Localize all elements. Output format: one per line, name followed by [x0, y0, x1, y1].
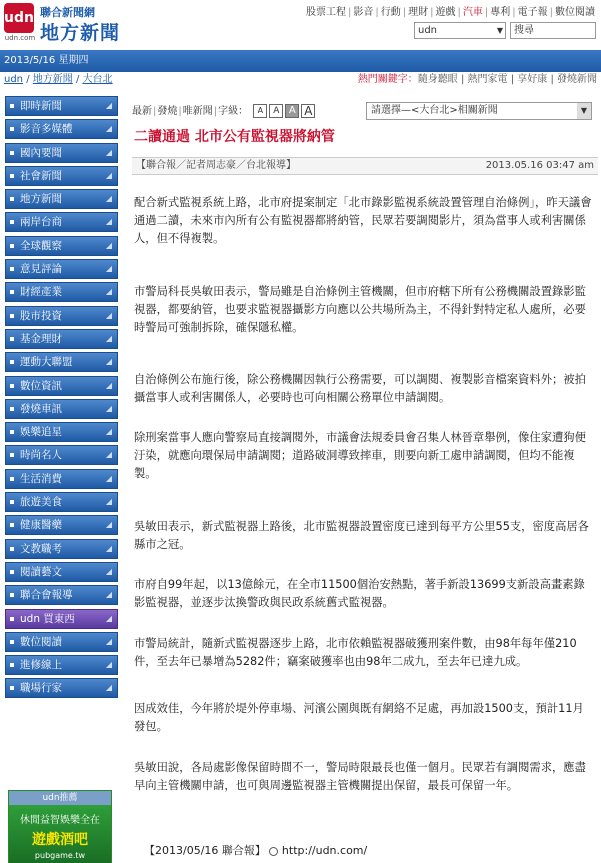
sidebar-item-label: 閱讀藝文 [20, 565, 62, 578]
article-paragraph: 吳敏田表示，新式監視器上路後，北市監視器設置密度已達到每平方公里55支，密度高居各縣市之冠。 [134, 520, 589, 551]
sidebar-item[interactable] [5, 422, 118, 442]
search-scope-select[interactable]: udn ▼ [414, 22, 506, 39]
sidebar-item-label: 聯合會報導 [20, 589, 73, 602]
promo-url: pubgame.tw [34, 851, 86, 860]
nav-separator: | [549, 7, 553, 18]
breadcrumb: udn / 地方新聞 / 大台北 [4, 74, 113, 85]
bullet-icon [10, 337, 14, 341]
top-nav-item[interactable]: 專利 [490, 7, 511, 18]
article-toolbar: 最新|發燒|唯新聞|字級： A A A A [132, 102, 315, 122]
sidebar-item-label: 兩岸台商 [20, 216, 62, 229]
hot-keywords-links[interactable]: 隨身聽眼 | 熱門家電 | 享好康 | 發燒新聞 [417, 74, 597, 85]
font-size-l-button[interactable]: A [301, 104, 315, 118]
sidebar-item[interactable] [5, 212, 118, 232]
sidebar-item[interactable] [5, 189, 118, 209]
article-paragraph: 市警局科長吳敏田表示，警局雖是自治條例主管機關，但市府轄下所有公務機關設置錄影監視器，都要納管，也要求監視器攝影方向應以公共場所為主，不得針對特定私人處所，必要時警局可強制拆除，確保隱私權。 [134, 285, 586, 334]
font-size-s-button[interactable]: A [269, 104, 283, 118]
article-date: 2013.05.16 03:47 am [485, 160, 594, 171]
promo-body [9, 805, 111, 863]
corner-arrow-icon: ◢ [105, 124, 112, 134]
corner-arrow-icon: ◢ [105, 636, 112, 646]
sidebar-item[interactable] [5, 632, 118, 652]
corner-arrow-icon: ◢ [105, 310, 112, 320]
bullet-icon [10, 127, 14, 131]
breadcrumb-bar [0, 72, 601, 88]
corner-arrow-icon: ◢ [105, 520, 112, 530]
top-nav-item[interactable]: 數位閱讀 [555, 7, 595, 18]
sidebar-nav [5, 96, 118, 702]
bullet-icon [10, 104, 14, 108]
font-size-xs-button[interactable]: A [253, 104, 267, 118]
bullet-icon [10, 314, 14, 318]
sidebar-item[interactable] [5, 655, 118, 675]
corner-arrow-icon: ◢ [105, 660, 112, 670]
top-nav-item[interactable]: 遊戲 [435, 7, 456, 18]
sidebar-item-label: 股市投資 [20, 309, 62, 322]
breadcrumb-taipei[interactable]: 大台北 [82, 74, 113, 85]
sidebar-item-label: 基金理財 [20, 332, 62, 345]
sidebar-item[interactable] [5, 376, 118, 396]
source-link[interactable]: http://udn.com/ [281, 844, 368, 857]
article-paragraph: 吳敏田說，各局處影像保留時間不一，警局時限最長也僅一個月。民眾若有調閱需求，應盡早向主管機關申請，也可與周邊監視器主管機關提出保留，最長可保留一年。 [134, 761, 586, 792]
corner-arrow-icon: ◢ [105, 240, 112, 250]
corner-arrow-icon: ◢ [105, 683, 112, 693]
corner-arrow-icon: ◢ [105, 101, 112, 110]
corner-arrow-icon: ◢ [105, 450, 112, 460]
top-nav-item[interactable]: 汽車 [462, 7, 483, 18]
site-header [0, 0, 601, 46]
sidebar-item-label: 發燒車訊 [20, 402, 62, 415]
corner-arrow-icon: ◢ [105, 473, 112, 483]
sidebar-item[interactable] [5, 609, 118, 629]
top-nav-item[interactable]: 理財 [408, 7, 429, 18]
sidebar-item[interactable] [5, 585, 118, 605]
bullet-icon [10, 174, 14, 178]
corner-arrow-icon: ◢ [105, 333, 112, 343]
sidebar-item[interactable] [5, 96, 118, 116]
globe-icon [269, 847, 278, 856]
sidebar-item-label: 娛樂追星 [20, 426, 62, 439]
corner-arrow-icon: ◢ [105, 403, 112, 413]
nav-separator: | [484, 7, 489, 18]
corner-arrow-icon: ◢ [105, 194, 112, 204]
sidebar-item[interactable] [5, 562, 118, 582]
sidebar-item[interactable] [5, 539, 118, 559]
sidebar-item-label: 數位閱讀 [20, 635, 62, 648]
hot-keywords [358, 72, 597, 88]
sidebar-item-label: 即時新聞 [20, 100, 62, 112]
top-nav-item[interactable]: 電子報 [517, 7, 548, 18]
sidebar-item-label: 健康醫藥 [20, 519, 62, 532]
bullet-icon [10, 547, 14, 551]
breadcrumb-udn[interactable]: udn [4, 74, 24, 85]
chevron-down-icon: ▼ [496, 26, 503, 35]
sidebar-item[interactable] [5, 445, 118, 465]
article-paragraph: 除刑案當事人應向警察局直接調閱外，市議會法規委員會召集人林晉章舉例，像住家遭狗便汙染，就應向環保局申請調閱；道路破洞導致摔車，則要向新工處申請調閱，但均不能複製。 [134, 431, 586, 480]
bullet-icon [10, 407, 14, 411]
top-nav [306, 3, 595, 18]
nav-separator: | [512, 7, 516, 18]
bullet-icon [10, 430, 14, 434]
nav-separator: | [375, 7, 379, 18]
sidebar-item[interactable] [5, 259, 118, 279]
bullet-icon [10, 523, 14, 527]
toolbar-latest[interactable]: 最新 [132, 106, 152, 117]
sidebar-item[interactable] [5, 492, 118, 512]
sidebar-item[interactable] [5, 399, 118, 419]
corner-arrow-icon: ◢ [105, 357, 112, 367]
promo-line: 休閒益智娛樂全在 [20, 815, 100, 826]
sidebar-item[interactable] [5, 143, 118, 163]
sidebar-item-label: 數位資訊 [20, 379, 62, 392]
sidebar-item-label: 財經產業 [20, 286, 62, 299]
top-nav-item[interactable]: 股票工程 [306, 7, 346, 18]
article-paragraph: 因成效佳，今年將於堤外停車場、河濱公園與既有網絡不足處，再加設1500支，預計11月發包。 [134, 702, 584, 733]
sidebar-item[interactable] [5, 306, 118, 326]
toolbar-font-label: 字級： [218, 106, 249, 117]
bullet-icon [10, 384, 14, 388]
article-paragraph: 市警局統計，隨新式監視器逐步上路，北市依賴監視器破獲刑案件數，由98年每年僅210件，至去年已暴增為5282件；竊案破獲率也由98年二成九，至去年已達九成。 [134, 637, 577, 668]
corner-arrow-icon: ◢ [105, 590, 112, 600]
corner-arrow-icon: ◢ [105, 380, 112, 390]
source-label: 【2013/05/16 聯合報】 [144, 844, 266, 857]
toolbar-only[interactable]: 唯新聞 [182, 106, 213, 117]
nav-separator: | [402, 7, 407, 18]
nav-separator: | [457, 7, 461, 18]
sidebar-item-label: 地方新聞 [20, 193, 62, 206]
toolbar-hot[interactable]: 發燒 [157, 106, 178, 117]
promo-head: udn推薦 [9, 791, 111, 805]
date-bar: 2013/5/16 星期四 [0, 50, 601, 72]
bullet-icon [10, 453, 14, 457]
sidebar-item-label: 旅遊美食 [20, 496, 62, 509]
chevron-down-icon: ▼ [577, 103, 591, 119]
sidebar-item[interactable] [5, 469, 118, 489]
corner-arrow-icon: ◢ [105, 497, 112, 507]
sidebar-item-label: udn 買東西 [20, 612, 75, 625]
sidebar-item-label: 職場行家 [20, 682, 62, 695]
sidebar-item-label: 時尚名人 [20, 449, 62, 462]
sidebar-item[interactable] [5, 236, 118, 256]
corner-arrow-icon: ◢ [105, 543, 112, 553]
bullet-icon [10, 290, 14, 294]
article-byline: 【聯合報／記者周志豪／台北報導】 [136, 160, 296, 171]
bullet-icon [10, 663, 14, 667]
promo-title: 遊戲酒吧 [32, 832, 88, 848]
sidebar-item[interactable] [5, 352, 118, 372]
corner-arrow-icon: ◢ [105, 613, 112, 623]
corner-arrow-icon: ◢ [105, 170, 112, 180]
bullet-icon [10, 570, 14, 574]
hot-keywords-label: 熱門關鍵字： [357, 74, 418, 85]
logo-section: 地方新聞 [40, 22, 121, 44]
article-paragraph: 配合新式監視系統上路，北市府提案制定「北市錄影監視系統設置管理自治條例」，昨天議會通過二讀，未來市內所有公有監視器都將納管，民眾若要調閱影片，須為當事人或利害關係人，但不得複製。 [134, 196, 592, 245]
udn-logo-icon: udn [4, 3, 34, 33]
sidebar-item[interactable] [5, 119, 118, 139]
sidebar-item[interactable] [5, 166, 118, 186]
sidebar-item-label: 進修線上 [20, 659, 62, 672]
bullet-icon [10, 220, 14, 224]
sidebar-item-label: 生活消費 [20, 472, 62, 485]
sidebar-item-label: 全球觀察 [20, 239, 62, 252]
corner-arrow-icon: ◢ [105, 264, 112, 274]
nav-separator: | [348, 7, 352, 18]
corner-arrow-icon: ◢ [105, 217, 112, 227]
top-nav-item[interactable]: 影音 [353, 7, 374, 18]
sidebar-item[interactable] [5, 678, 118, 698]
article-paragraph: 自治條例公布施行後，除公務機關因執行公務需要，可以調閱、複製影音檔案資料外；被拍攝當事人或利害關係人，必要時也可向相關公務單位申請調閱。 [134, 373, 586, 404]
sidebar-item[interactable] [5, 329, 118, 349]
sidebar-item-label: 影音多媒體 [20, 123, 73, 136]
logo-title: 聯合新聞網 [40, 6, 95, 19]
bullet-icon [10, 477, 14, 481]
sidebar-item-label: 社會新聞 [20, 169, 62, 182]
bullet-icon [10, 640, 14, 644]
search-input[interactable]: 搜尋 [510, 22, 596, 39]
breadcrumb-local-news[interactable]: 地方新聞 [32, 74, 73, 85]
nav-separator: | [430, 7, 434, 18]
corner-arrow-icon: ◢ [105, 427, 112, 437]
sidebar-item-label: 國內要聞 [20, 146, 62, 159]
corner-arrow-icon: ◢ [105, 566, 112, 576]
promo-banner[interactable] [8, 790, 112, 863]
sidebar-item[interactable] [5, 282, 118, 302]
related-news-select[interactable]: 請選擇—<大台北>相關新聞 ▼ [366, 102, 592, 120]
bullet-icon [10, 197, 14, 201]
corner-arrow-icon: ◢ [105, 147, 112, 157]
bullet-icon [10, 267, 14, 271]
bullet-icon [10, 151, 14, 155]
article-title: 二讀通過 北市公有監視器將納管 [134, 129, 335, 145]
bullet-icon [10, 593, 14, 597]
font-size-m-button[interactable]: A [285, 104, 299, 118]
sidebar-item[interactable] [5, 515, 118, 535]
logo-sub: udn.com [4, 34, 36, 42]
bullet-icon [10, 244, 14, 248]
sidebar-item-label: 文教職考 [20, 542, 62, 555]
bullet-icon [10, 500, 14, 504]
corner-arrow-icon: ◢ [105, 287, 112, 297]
bullet-icon [10, 360, 14, 364]
sidebar-item-label: 意見評論 [20, 263, 62, 276]
byline-bar [132, 157, 598, 175]
article-paragraph: 市府自99年起，以13億餘元，在全市11500個治安熱點，著手新設13699支新設高畫素錄影監視器，並逐步汰換警政與民政系統舊式監視器。 [134, 578, 585, 609]
site-logo[interactable] [4, 3, 154, 43]
bullet-icon [10, 686, 14, 690]
bullet-icon [10, 617, 14, 621]
sidebar-item-label: 運動大聯盟 [20, 356, 73, 369]
article-source [144, 842, 367, 858]
top-nav-item[interactable]: 行動 [380, 7, 401, 18]
